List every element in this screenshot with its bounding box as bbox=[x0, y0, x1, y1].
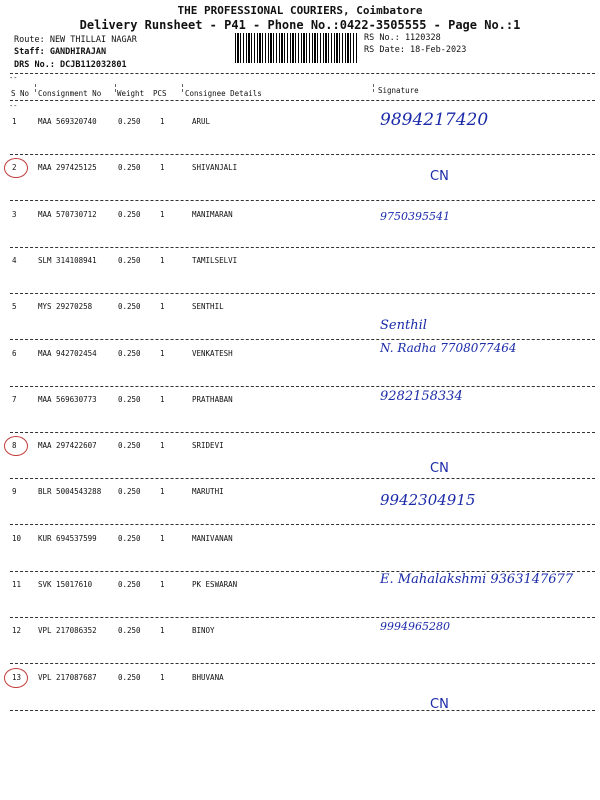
row-pcs: 1 bbox=[160, 117, 165, 126]
row-consignee: PRATHABAN bbox=[192, 395, 233, 404]
row-consignment-no: MAA 297422607 bbox=[38, 441, 97, 450]
row-consignment-no: MAA 569320740 bbox=[38, 117, 97, 126]
row-consignment-no: MAA 569630773 bbox=[38, 395, 97, 404]
row-signature: 9750395541 bbox=[380, 210, 450, 223]
row-consignee: MANIMARAN bbox=[192, 210, 233, 219]
row-sno: 1 bbox=[12, 117, 17, 126]
row-weight: 0.250 bbox=[118, 487, 141, 496]
row-consignment-no: SVK 15017610 bbox=[38, 580, 93, 589]
row-weight: 0.250 bbox=[118, 580, 141, 589]
row-consignee: MARUTHI bbox=[192, 487, 224, 496]
row-pcs: 1 bbox=[160, 673, 165, 682]
row-consignment-no: SLM 314108941 bbox=[38, 256, 97, 265]
rs-date: RS Date: 18-Feb-2023 bbox=[364, 45, 467, 55]
dash-mark: -- bbox=[9, 102, 18, 110]
row-pcs: 1 bbox=[160, 487, 165, 496]
row-sno: 6 bbox=[12, 349, 17, 358]
row-sno: 4 bbox=[12, 256, 17, 265]
row-signature: 9994965280 bbox=[380, 620, 450, 633]
row-sno: 12 bbox=[12, 626, 22, 635]
row-divider bbox=[10, 710, 595, 711]
divider bbox=[10, 73, 595, 74]
row-consignment-no: MAA 297425125 bbox=[38, 163, 97, 172]
row-consignment-no: KUR 694537599 bbox=[38, 534, 97, 543]
row-weight: 0.250 bbox=[118, 673, 141, 682]
row-signature: Senthil bbox=[380, 318, 427, 333]
staff-label: Staff: GANDHIRAJAN bbox=[14, 47, 107, 57]
column-divider bbox=[182, 84, 183, 92]
row-weight: 0.250 bbox=[118, 626, 141, 635]
row-pcs: 1 bbox=[160, 441, 165, 450]
rs-number: RS No.: 1120328 bbox=[364, 33, 441, 43]
row-divider bbox=[10, 154, 595, 155]
company-title: THE PROFESSIONAL COURIERS, Coimbatore bbox=[177, 4, 423, 17]
column-header-signature: Signature bbox=[378, 86, 419, 95]
column-divider bbox=[115, 84, 116, 92]
row-signature: CN bbox=[430, 461, 449, 476]
row-pcs: 1 bbox=[160, 256, 165, 265]
column-header-weight: Weight bbox=[117, 89, 145, 98]
row-consignee: BHUVANA bbox=[192, 673, 224, 682]
dash-mark: -- bbox=[9, 74, 18, 82]
row-sno: 7 bbox=[12, 395, 17, 404]
row-signature: 9942304915 bbox=[380, 491, 476, 509]
row-sno: 11 bbox=[12, 580, 22, 589]
row-divider bbox=[10, 663, 595, 664]
row-signature: CN bbox=[430, 697, 449, 712]
row-weight: 0.250 bbox=[118, 163, 141, 172]
row-pcs: 1 bbox=[160, 626, 165, 635]
row-divider bbox=[10, 617, 595, 618]
barcode bbox=[235, 33, 357, 63]
row-pcs: 1 bbox=[160, 580, 165, 589]
row-weight: 0.250 bbox=[118, 117, 141, 126]
row-sno: 5 bbox=[12, 302, 17, 311]
column-header-consignee: Consignee Details bbox=[185, 89, 262, 98]
row-consignment-no: VPL 217086352 bbox=[38, 626, 97, 635]
column-header-consignment: Consignment No bbox=[38, 89, 102, 98]
row-consignment-no: VPL 217087687 bbox=[38, 673, 97, 682]
drs-label: DRS No.: DCJB112032801 bbox=[14, 60, 127, 70]
row-weight: 0.250 bbox=[118, 441, 141, 450]
column-divider bbox=[35, 84, 36, 92]
row-divider bbox=[10, 478, 595, 479]
row-weight: 0.250 bbox=[118, 534, 141, 543]
row-signature: CN bbox=[430, 169, 449, 184]
row-sno: 10 bbox=[12, 534, 22, 543]
row-consignee: SRIDEVI bbox=[192, 441, 224, 450]
row-consignee: PK ESWARAN bbox=[192, 580, 238, 589]
row-pcs: 1 bbox=[160, 395, 165, 404]
row-pcs: 1 bbox=[160, 210, 165, 219]
row-divider bbox=[10, 524, 595, 525]
row-consignment-no: BLR 5004543288 bbox=[38, 487, 102, 496]
row-consignee: VENKATESH bbox=[192, 349, 233, 358]
row-sno: 8 bbox=[12, 441, 17, 450]
row-weight: 0.250 bbox=[118, 302, 141, 311]
route-label: Route: NEW THILLAI NAGAR bbox=[14, 35, 137, 45]
row-pcs: 1 bbox=[160, 302, 165, 311]
row-pcs: 1 bbox=[160, 349, 165, 358]
row-consignee: TAMILSELVI bbox=[192, 256, 238, 265]
column-header-pcs: PCS bbox=[153, 89, 167, 98]
row-consignee: MANIVANAN bbox=[192, 534, 233, 543]
row-consignment-no: MAA 942702454 bbox=[38, 349, 97, 358]
column-header-sno: S No bbox=[11, 89, 30, 98]
row-weight: 0.250 bbox=[118, 256, 141, 265]
row-weight: 0.250 bbox=[118, 395, 141, 404]
row-divider bbox=[10, 339, 595, 340]
circled-row-mark bbox=[4, 158, 28, 178]
row-consignee: BINOY bbox=[192, 626, 215, 635]
row-sno: 2 bbox=[12, 163, 17, 172]
row-signature: N. Radha 7708077464 bbox=[380, 341, 517, 355]
row-weight: 0.250 bbox=[118, 349, 141, 358]
circled-row-mark bbox=[4, 436, 28, 456]
row-weight: 0.250 bbox=[118, 210, 141, 219]
circled-row-mark bbox=[4, 668, 28, 688]
row-consignee: ARUL bbox=[192, 117, 211, 126]
row-divider bbox=[10, 200, 595, 201]
row-consignment-no: MYS 29270258 bbox=[38, 302, 93, 311]
row-divider bbox=[10, 386, 595, 387]
row-sno: 13 bbox=[12, 673, 22, 682]
row-sno: 3 bbox=[12, 210, 17, 219]
row-divider bbox=[10, 432, 595, 433]
row-consignee: SHIVANJALI bbox=[192, 163, 238, 172]
header-divider bbox=[10, 100, 595, 101]
row-pcs: 1 bbox=[160, 534, 165, 543]
column-divider bbox=[373, 84, 374, 92]
row-pcs: 1 bbox=[160, 163, 165, 172]
row-signature: 9894217420 bbox=[380, 110, 489, 130]
runsheet-title: Delivery Runsheet - P41 - Phone No.:0422-3505555 - Page No.:1 bbox=[79, 18, 521, 32]
row-signature: 9282158334 bbox=[380, 389, 463, 404]
row-consignment-no: MAA 570730712 bbox=[38, 210, 97, 219]
row-divider bbox=[10, 293, 595, 294]
row-sno: 9 bbox=[12, 487, 17, 496]
row-signature: E. Mahalakshmi 9363147677 bbox=[380, 572, 574, 587]
row-divider bbox=[10, 247, 595, 248]
row-consignee: SENTHIL bbox=[192, 302, 224, 311]
